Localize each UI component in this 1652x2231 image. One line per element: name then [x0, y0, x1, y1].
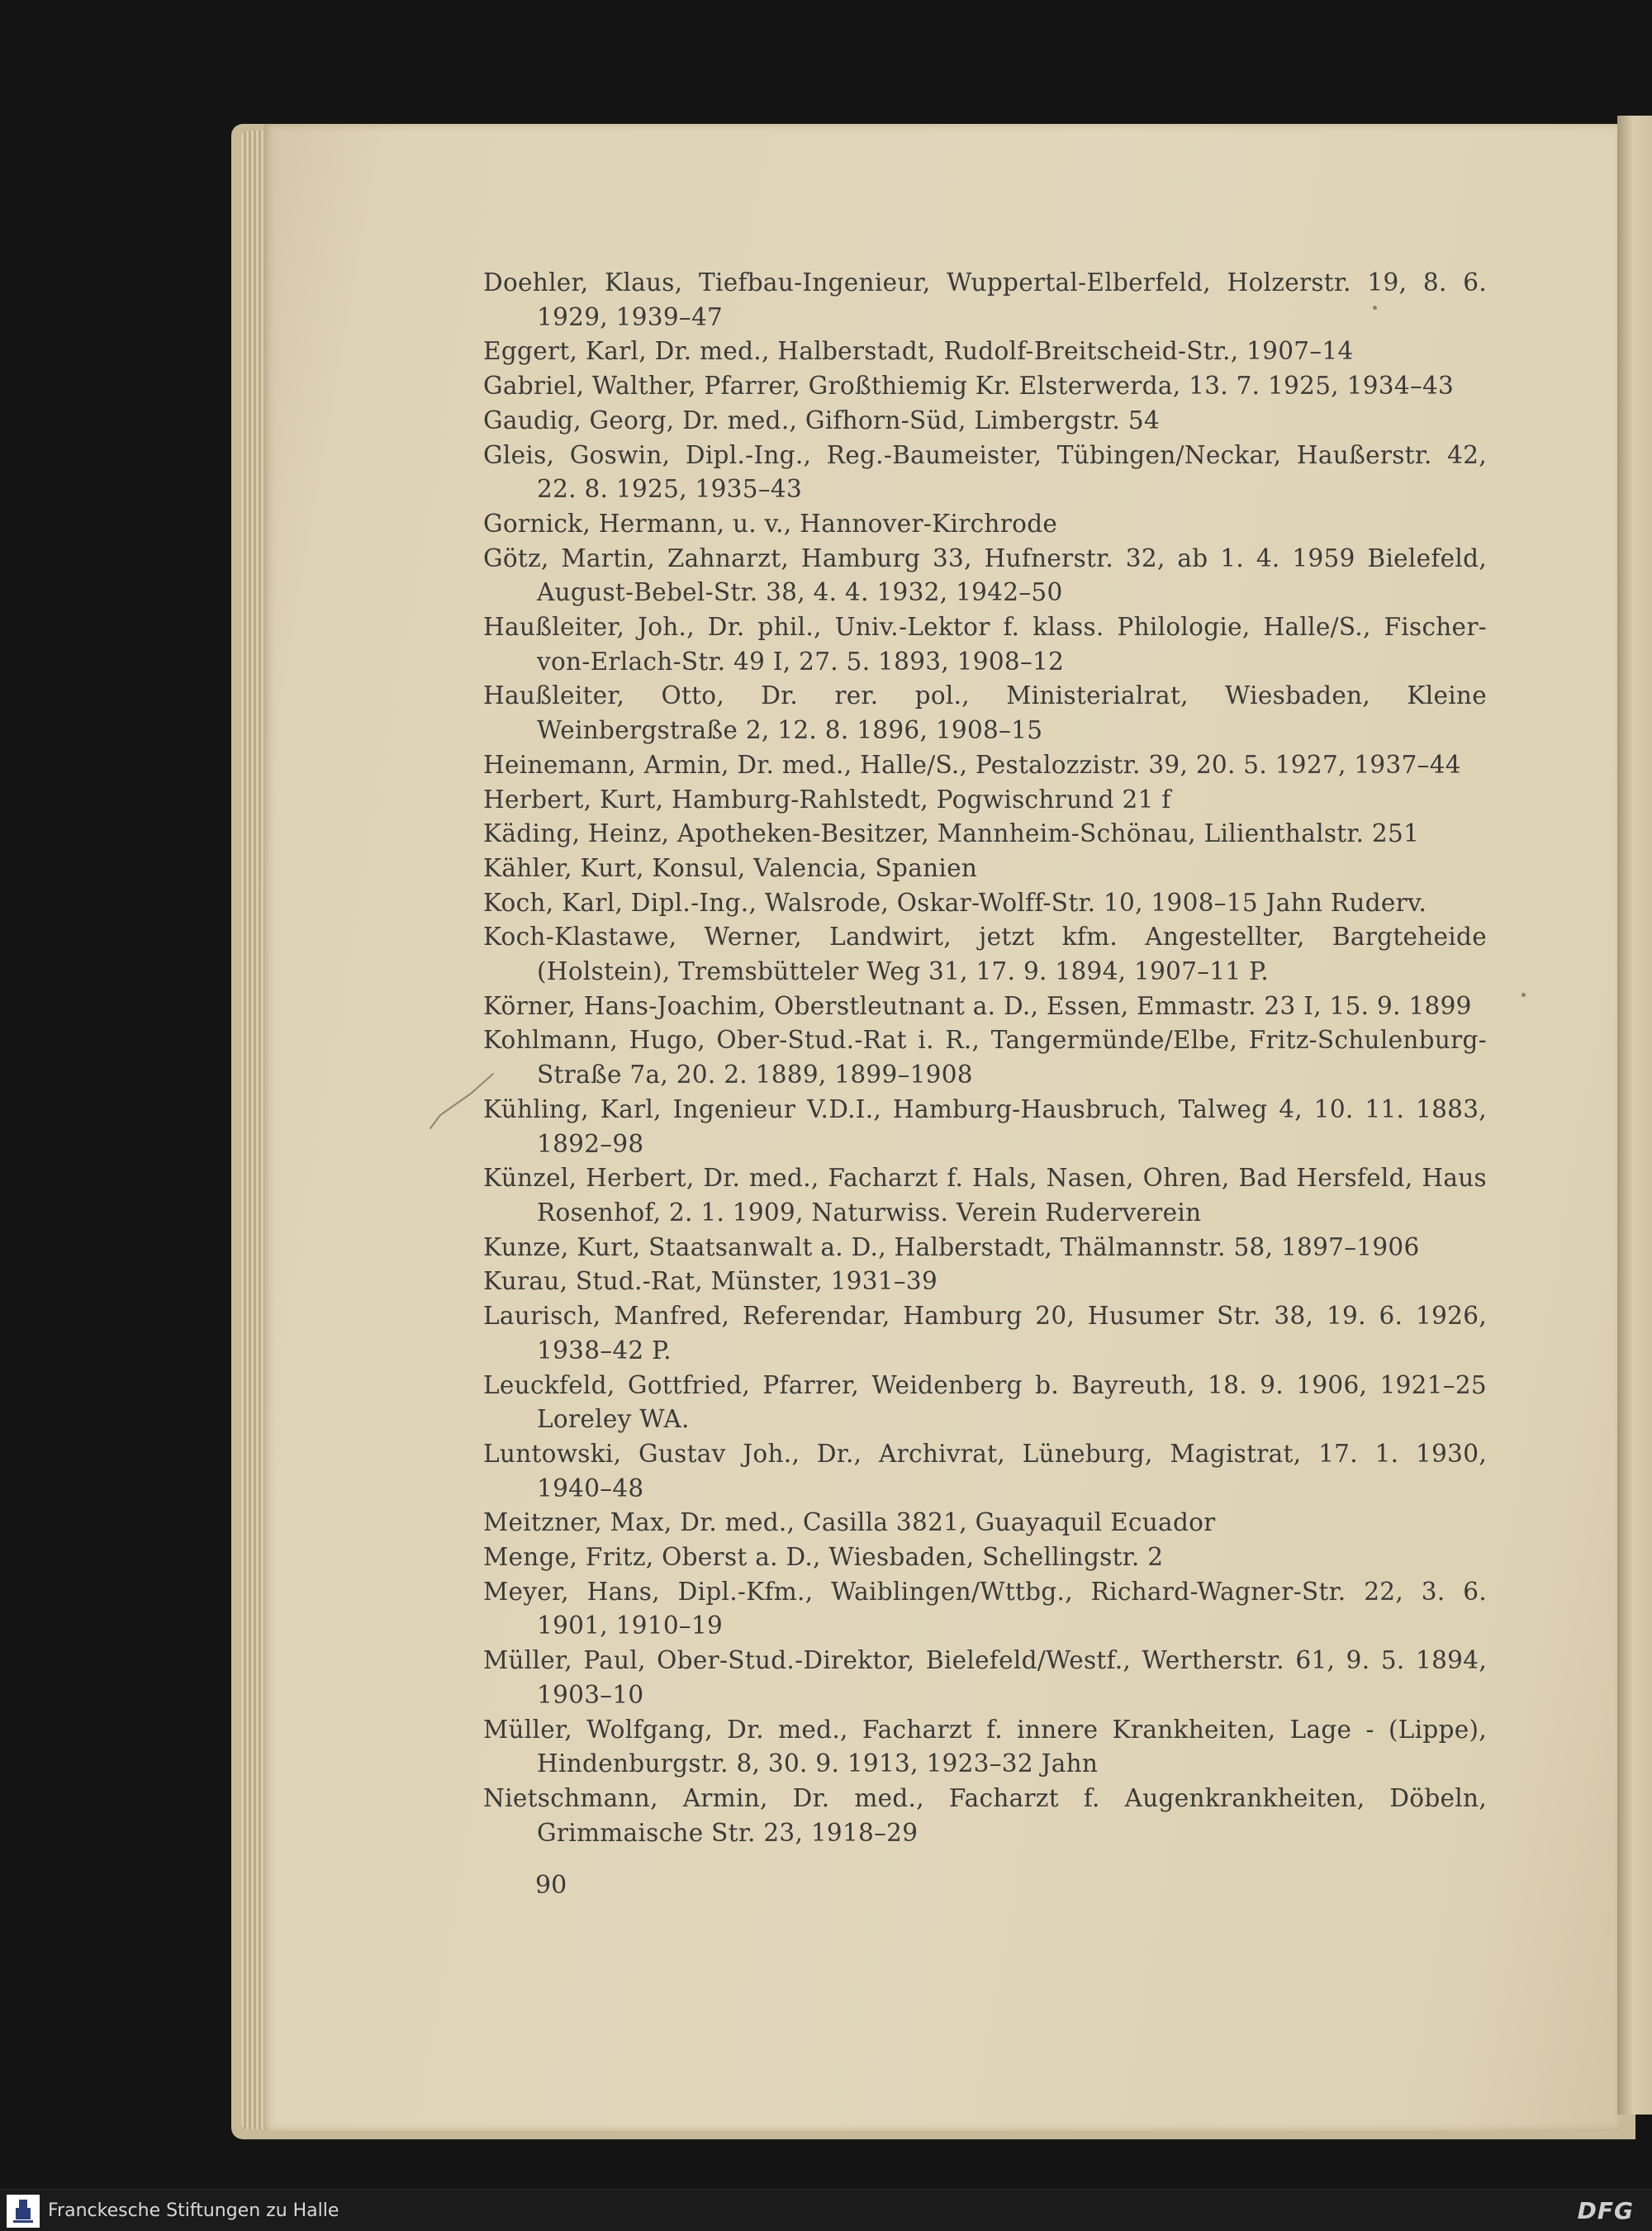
list-entry: Gabriel, Walther, Pfarrer, Großthiemig Kr. Elsterwerda, 13. 7. 1925, 1934–43 [483, 372, 1455, 401]
institution-name: Franckesche Stiftungen zu Halle [48, 2200, 339, 2221]
list-entry: Doehler, Klaus, Tiefbau-Ingenieur, Wuppertal-Elberfeld, Holzerstr. 19, 8. 6. 1929, 1939–47 [483, 268, 1487, 331]
list-entry: Gleis, Goswin, Dipl.-Ing., Reg.-Baumeister, Tübingen/Neckar, Haußerstr. 42, 22. 8. 1925, 1935–43 [483, 440, 1487, 504]
list-entry: Haußleiter, Joh., Dr. phil., Univ.-Lektor f. klass. Philologie, Halle/S., Fischer-von-Erlach-Str. 49 I, 27. 5. 1893, 1908–12 [483, 613, 1487, 676]
list-entry: Kühling, Karl, Ingenieur V.D.I., Hamburg-Hausbruch, Talweg 4, 10. 11. 1883, 1892–98 [483, 1094, 1487, 1158]
list-entry: Müller, Wolfgang, Dr. med., Facharzt f. innere Krankheiten, Lage - (Lippe), Hindenburgstr. 8, 30. 9. 1913, 1923–32 Jahn [483, 1715, 1487, 1778]
list-entry: Koch-Klastawe, Werner, Landwirt, jetzt kfm. Angestellter, Bargteheide (Holstein), Tremsbütteler Weg 31, 17. 9. 1894, 1907–11 P. [483, 923, 1487, 986]
list-entry: Menge, Fritz, Oberst a. D., Wiesbaden, Schellingstr. 2 [483, 1543, 1164, 1572]
institution-logo [7, 2195, 40, 2228]
dfg-logo: DFG [1577, 2197, 1634, 2224]
list-entry: Kunze, Kurt, Staatsanwalt a. D., Halberstadt, Thälmannstr. 58, 1897–1906 [483, 1232, 1420, 1261]
list-entry: Künzel, Herbert, Dr. med., Facharzt f. Hals, Nasen, Ohren, Bad Hersfeld, Haus Rosenhof, 2. 1. 1909, Naturwiss. Verein Ruderverein [483, 1164, 1487, 1227]
list-entry: Gornick, Hermann, u. v., Hannover-Kirchrode [483, 509, 1058, 538]
page-edges [241, 131, 266, 2129]
list-entry: Leuckfeld, Gottfried, Pfarrer, Weidenberg b. Bayreuth, 18. 9. 1906, 1921–25 Loreley WA. [483, 1370, 1487, 1434]
facing-page-edge [1617, 116, 1652, 2115]
list-entry: Müller, Paul, Ober-Stud.-Direktor, Bielefeld/Westf., Wertherstr. 61, 9. 5. 1894, 1903–10 [483, 1646, 1487, 1709]
paper-speck [1373, 306, 1377, 310]
list-entry: Gaudig, Georg, Dr. med., Gifhorn-Süd, Limbergstr. 54 [483, 406, 1161, 434]
list-entry: Meitzner, Max, Dr. med., Casilla 3821, Guayaquil Ecuador [483, 1508, 1216, 1537]
list-entry: Kohlmann, Hugo, Ober-Stud.-Rat i. R., Tangermünde/Elbe, Fritz-Schulenburg-Straße 7a, 20. 2. 1889, 1899–1908 [483, 1026, 1487, 1089]
page-number: 90 [535, 1871, 567, 1900]
list-entry: Koch, Karl, Dipl.-Ing., Walsrode, Oskar-Wolff-Str. 10, 1908–15 Jahn Ruderv. [483, 888, 1427, 917]
list-entry: Götz, Martin, Zahnarzt, Hamburg 33, Hufnerstr. 32, ab 1. 4. 1959 Bielefeld, August-Bebel-Str. 38, 4. 4. 1932, 1942–50 [483, 544, 1487, 607]
address-list [483, 266, 1487, 1850]
pencil-mark [425, 1067, 500, 1133]
list-entry: Kähler, Kurt, Konsul, Valencia, Spanien [483, 853, 978, 882]
list-entry: Eggert, Karl, Dr. med., Halberstadt, Rudolf-Breitscheid-Str., 1907–14 [483, 337, 1354, 366]
list-entry: Nietschmann, Armin, Dr. med., Facharzt f. Augenkrankheiten, Döbeln, Grimmaische Str. 23, 1918–29 [483, 1783, 1487, 1847]
list-entry: Meyer, Hans, Dipl.-Kfm., Waiblingen/Wttbg., Richard-Wagner-Str. 22, 3. 6. 1901, 1910–19 [483, 1577, 1487, 1640]
list-entry: Kurau, Stud.-Rat, Münster, 1931–39 [483, 1267, 938, 1296]
list-entry: Haußleiter, Otto, Dr. rer. pol., Ministerialrat, Wiesbaden, Kleine Weinbergstraße 2, 12. 8. 1896, 1908–15 [483, 681, 1487, 745]
list-entry: Käding, Heinz, Apotheken-Besitzer, Mannheim-Schönau, Lilienthalstr. 251 [483, 819, 1420, 848]
list-entry: Herbert, Kurt, Hamburg-Rahlstedt, Pogwischrund 21 f [483, 785, 1171, 814]
list-entry: Heinemann, Armin, Dr. med., Halle/S., Pestalozzistr. 39, 20. 5. 1927, 1937–44 [483, 750, 1461, 779]
list-entry: Laurisch, Manfred, Referendar, Hamburg 20, Husumer Str. 38, 19. 6. 1926, 1938–42 P. [483, 1302, 1487, 1365]
paper-speck [1521, 993, 1526, 997]
list-entry: Luntowski, Gustav Joh., Dr., Archivrat, Lüneburg, Magistrat, 17. 1. 1930, 1940–48 [483, 1439, 1487, 1502]
list-entry: Körner, Hans-Joachim, Oberstleutnant a. D., Essen, Emmastr. 23 I, 15. 9. 1899 [483, 991, 1472, 1020]
viewer-footer [0, 2189, 1652, 2231]
